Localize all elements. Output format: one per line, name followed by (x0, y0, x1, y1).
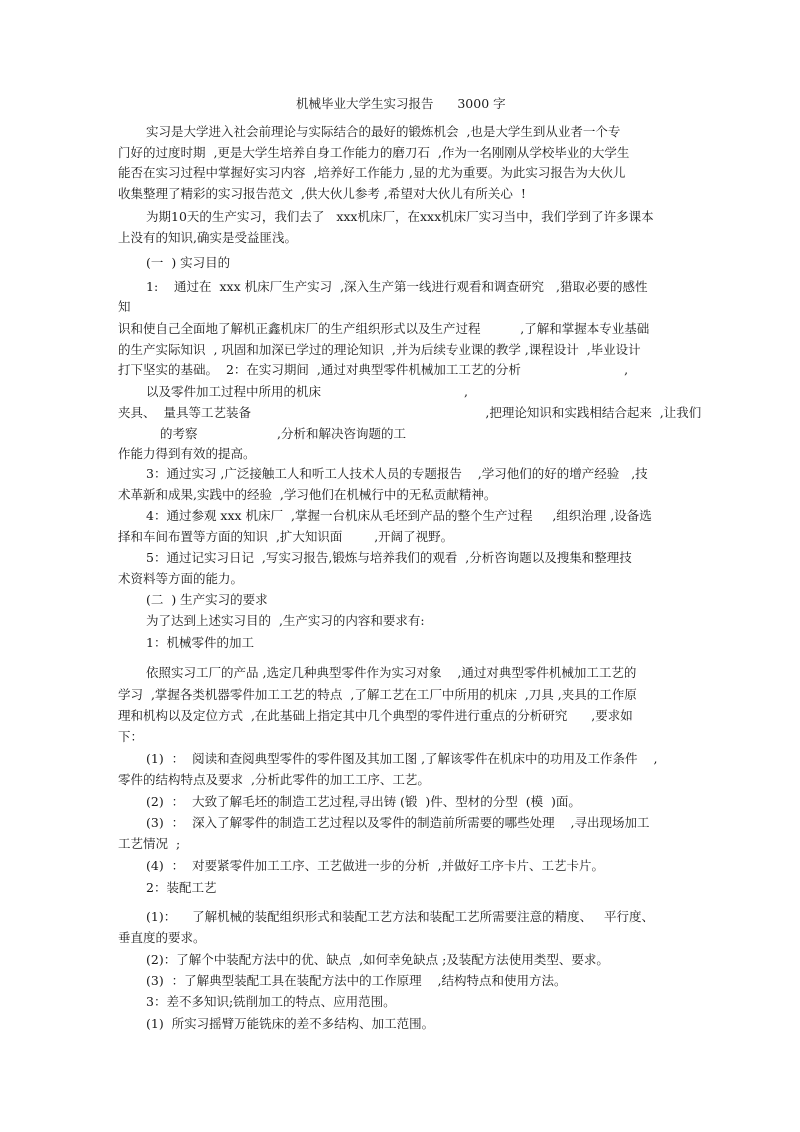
body-line: 以及零件加工过程中所用的机床 , (146, 384, 469, 399)
body-line: (2) ： 大致了解毛坯的制造工艺过程,寻出铸 (锻 )件、型材的分型 (模 )面。 (146, 794, 581, 809)
body-line: 术资料等方面的能力。 (118, 571, 244, 586)
body-line: 的生产实际知识 , 巩固和加深已学过的理论知识 ,并为后续专业课的教学 ,课程设计 ,毕业设计 (118, 342, 641, 357)
body-line: (1)： 了解机械的装配组织形式和装配工艺方法和装配工艺所需要注意的精度、 平行度、 (146, 909, 655, 924)
body-line: 3：差不多知识;铣削加工的特点、应用范围。 (146, 994, 396, 1009)
body-line: 2：装配工艺 (146, 880, 217, 895)
body-line: 依照实习工厂的产品 ,选定几种典型零件作为实习对象 ,通过对典型零件机械加工工艺的 (146, 665, 637, 680)
body-line: 夹具、 量具等工艺装备 ,把理论知识和实践相结合起来 ,让我们 (118, 405, 702, 420)
body-line: 为期10天的生产实习，我们去了 xxx机床厂，在xxx机床厂实习当中，我们学到了许多课本 (146, 209, 654, 224)
body-line: 理和机构以及定位方式 ,在此基础上指定其中几个典型的零件进行重点的分析研究 ,要求如 (118, 708, 633, 723)
body-line: 下： (118, 729, 144, 744)
body-line: 择和车间布置等方面的知识 ,扩大知识面 ,开阔了视野。 (118, 529, 454, 544)
body-line: 学习 ,掌握各类机器零件加工工艺的特点 ,了解工艺在工厂中所用的机床 ,刀具 ,夹具的工作原 (118, 687, 637, 702)
body-line: 实习是大学进入社会前理论与实际结合的最好的锻炼机会 ,也是大学生到从业者一个专 (146, 124, 621, 139)
body-line: (3) ： 深入了解零件的制造工艺过程以及零件的制造前所需要的哪些处理 ,寻出现场加工 (146, 815, 650, 830)
body-line: 4：通过参观 xxx 机床厂 ,掌握一台机床从毛坯到产品的整个生产过程 ,组织治理 ,设备选 (146, 508, 652, 523)
body-line: 上没有的知识,确实是受益匪浅。 (118, 230, 297, 245)
body-line: 1: 通过在 xxx 机床厂生产实习 ,深入生产第一线进行观看和调查研究 ,猎取必要的感性 (146, 279, 648, 294)
body-line: 收集整理了精彩的实习报告范文 ,供大伙儿参考 ,希望对大伙儿有所关心 ! (118, 186, 526, 201)
body-line: 的考察 ,分析和解决咨询题的工 (160, 426, 406, 441)
section-heading: (二 ) 生产实习的要求 (146, 592, 268, 607)
body-line: 作能力得到有效的提高。 (118, 446, 256, 461)
body-line: 能否在实习过程中掌握好实习内容 ,培养好工作能力 ,显的尤为重要。为此实习报告为大伙儿 (118, 165, 626, 180)
section-heading: (一 ) 实习目的 (146, 255, 231, 270)
body-line: 识和使自己全面地了解机正鑫机床厂的生产组织形式以及生产过程 ,了解和掌握本专业基础 (118, 321, 650, 336)
body-line: 5：通过记实习日记 ,写实习报告,锻炼与培养我们的观看 ,分析咨询题以及搜集和整理技 (146, 550, 632, 565)
body-line: (4) ： 对要紧零件加工工序、工艺做进一步的分析 ,并做好工序卡片、工艺卡片。 (146, 858, 605, 873)
body-line: 门好的过度时期 ,更是大学生培养自身工作能力的磨刀石 ,作为一名刚刚从学校毕业的大学生 (118, 145, 630, 160)
body-line: (2)：了解个中装配方法中的优、缺点 ,如何幸免缺点 ;及装配方法使用类型、要求。 (146, 952, 609, 967)
body-line: 工艺情况 ; (118, 836, 181, 851)
body-line: 术革新和成果,实践中的经验 ,学习他们在机械行中的无私贡献精神。 (118, 487, 497, 502)
body-line: (1) ： 阅读和查阅典型零件的零件图及其加工图 ,了解该零件在机床中的功用及工作条件 , (146, 751, 658, 766)
document-title: 机械毕业大学生实习报告 3000 字 (296, 96, 506, 111)
body-line: 知 (118, 299, 131, 314)
body-line: 打下坚实的基础。 2：在实习期间 ,通过对典型零件机械加工工艺的分析 , (118, 362, 629, 377)
body-line: 3：通过实习 ,广泛接触工人和听工人技术人员的专题报告 ,学习他们的好的增产经验 ,技 (146, 466, 648, 481)
body-line: (3) ：了解典型装配工具在装配方法中的工作原理 ,结构特点和使用方法。 (146, 973, 567, 988)
body-line: 垂直度的要求。 (118, 930, 206, 945)
body-line: (1) 所实习摇臂万能铣床的差不多结构、加工范围。 (146, 1016, 435, 1031)
body-line: 为了达到上述实习目的 ,生产实习的内容和要求有: (146, 613, 425, 628)
body-line: 1：机械零件的加工 (146, 635, 254, 650)
body-line: 零件的结构特点及要求 ,分析此零件的加工工序、工艺。 (118, 772, 430, 787)
